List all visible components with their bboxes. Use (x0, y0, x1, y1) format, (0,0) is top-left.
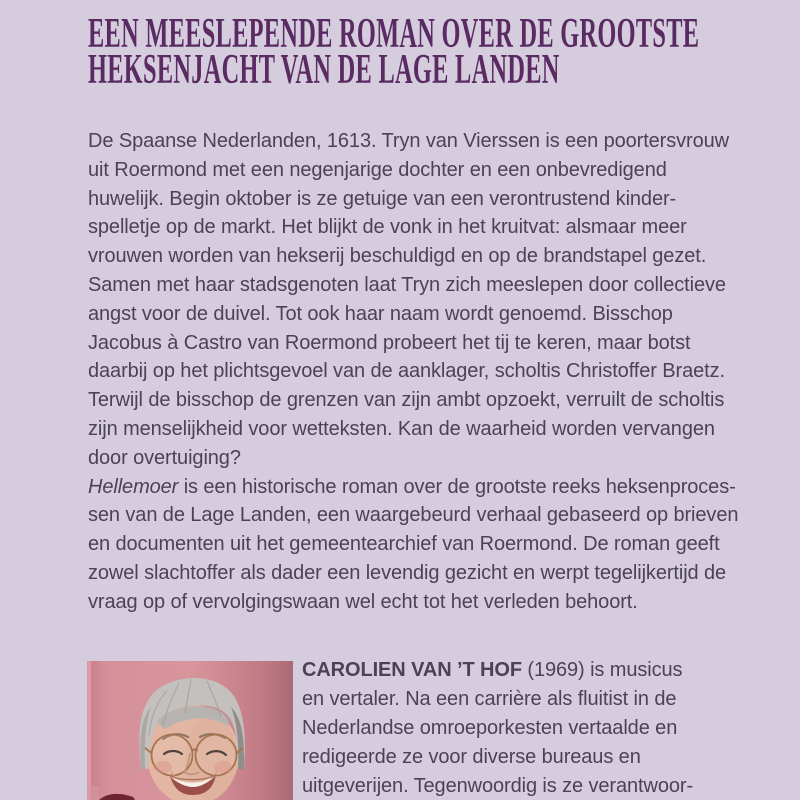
body-line: door overtuiging? (88, 446, 241, 469)
bio-line: Nederlandse omroeporkesten vertaalde en (302, 717, 678, 739)
body-line: uit Roermond met een negenjarige dochter en een onbevredigend (88, 158, 667, 181)
bio-line: redigeerde ze voor diverse bureaus en (302, 746, 641, 768)
tagline-heading (88, 11, 800, 93)
body-line (88, 473, 748, 502)
bold-text: CAROLIEN VAN ’T HOF (302, 659, 522, 681)
blush-left (154, 761, 172, 773)
body-line: Samen met haar stadsgenoten laat Tryn zich meeslepen door collectieve (88, 273, 726, 296)
author-photo (87, 661, 293, 800)
body-line: vrouwen worden van hekserij beschuldigd en op de brandstapel gezet. (88, 245, 707, 268)
body-line: angst voor de duivel. Tot ook haar naam wordt genoemd. Bisschop (88, 302, 673, 325)
body-line: De Spaanse Nederlanden, 1613. Tryn van Vierssen is een poortersvrouw (88, 130, 729, 152)
text-segment: is een historische roman over de grootste reeks heksenproces- (178, 475, 736, 498)
author-bio (302, 656, 742, 800)
body-line: sen van de Lage Landen, een waargebeurd verhaal gebaseerd op brieven (88, 504, 739, 527)
text-segment: (1969) is musicus (521, 659, 683, 681)
body-line: Jacobus à Castro van Roermond probeert het tij te keren, maar botst (88, 331, 691, 354)
body-line: zijn menselijkheid voor wetteksten. Kan de waarheid worden vervangen (88, 417, 715, 440)
heading-line: EEN MEESLEPENDE ROMAN OVER DE GROOTSTE (88, 11, 700, 57)
body-line: daarbij op het plichtsgevoel van de aanklager, scholtis Christoffer Braetz. (88, 360, 725, 383)
body-line: en documenten uit het gemeentearchief van Roermond. De roman geeft (88, 533, 720, 556)
italic-text: Hellemoer (88, 475, 179, 498)
bio-line: en vertaler. Na een carrière als fluitist in de (302, 688, 677, 710)
body-line: spelletje op de markt. Het blijkt de vonk in het kruitvat: alsmaar meer (88, 216, 687, 239)
heading-line: HEKSENJACHT VAN DE LAGE LANDEN (88, 47, 560, 93)
bio-line (302, 656, 742, 685)
body-line: huwelijk. Begin oktober is ze getuige van een verontrustend kinder- (88, 187, 677, 210)
body-line: Terwijl de bisschop de grenzen van zijn ambt opzoekt, verruilt de scholtis (88, 389, 725, 412)
synopsis-text (88, 127, 748, 617)
bio-line: uitgeverijen. Tegenwoordig is ze verantwoor- (302, 775, 694, 797)
body-line: zowel slachtoffer als dader een levendig gezicht en werpt tegelijkertijd de (88, 561, 727, 584)
blush-right (214, 761, 232, 773)
body-line: vraag op of vervolgingswaan wel echt tot het verleden behoort. (88, 590, 638, 613)
